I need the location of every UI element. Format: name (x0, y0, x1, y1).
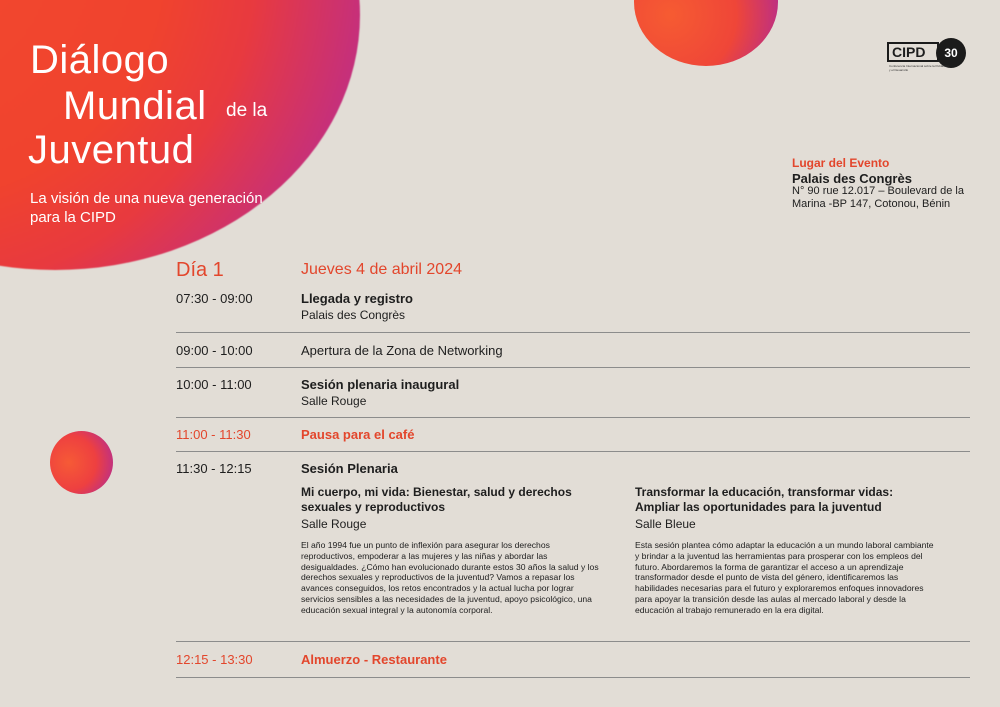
divider (176, 367, 970, 368)
row-event: Almuerzo - Restaurante (301, 652, 447, 667)
divider (176, 677, 970, 678)
row-time: 10:00 - 11:00 (176, 377, 252, 392)
venue-info (792, 157, 972, 211)
venue-name: Palais des Congrès (792, 171, 912, 186)
title-line-3: Juventud (28, 128, 195, 172)
divider (176, 332, 970, 333)
row-event: Llegada y registro (301, 291, 413, 306)
decorative-gradient-circle-top (634, 0, 778, 66)
row-time: 12:15 - 13:30 (176, 652, 253, 667)
divider (176, 451, 970, 452)
title-line-1: Diálogo (30, 38, 170, 82)
title-line-2-small: de la (226, 100, 268, 121)
session-title: Mi cuerpo, mi vida: Bienestar, salud y derechos sexuales y reproductivos (301, 485, 572, 514)
session-title: Transformar la educación, transformar vidas: Ampliar las oportunidades para la juventud (635, 485, 894, 514)
venue-address: N° 90 rue 12.017 – Boulevard de la Marina -BP 147, Cotonou, Bénin (792, 185, 964, 210)
row-event: Pausa para el café (301, 427, 415, 442)
session-location: Salle Bleue (635, 517, 696, 531)
row-location: Salle Rouge (301, 394, 367, 408)
divider (176, 417, 970, 418)
session-description: Esta sesión plantea cómo adaptar la educación a un mundo laboral cambiante y brindar a la juventud las herramientas para prosperar con los empleos del futuro. Abordaremos la forma de garantizar el acceso a un aprendizaje transformador desde el punto de vista del género, identificaremos las habilidades necesarias para el futuro y exploraremos enfoques innovadores para apoyar la transición desde las aulas al mercado laboral y desde la educación al trabajo remunerado en la era digital. (635, 540, 934, 615)
row-event: Sesión plenaria inaugural (301, 377, 460, 392)
divider (176, 641, 970, 642)
session-description: El año 1994 fue un punto de inflexión para asegurar los derechos reproductivos, empoderar a las mujeres y las niñas y abordar las desigualdades. ¿Cómo han evolucionado durante estos 30 años la salud y los derechos sexuales y reproductivos de la juventud? Vamos a repasar los avances conseguidos, los retos encontrados y la actual lucha por lograr servicios sensibles a las necesidades de la juventud, apoyo psicológico, una educación sexual integral y la autonomía corporal. (301, 540, 599, 615)
row-location: Palais des Congrès (301, 308, 406, 322)
decorative-gradient-circle-small (50, 431, 113, 494)
row-time: 11:30 - 12:15 (176, 461, 252, 476)
session-card (301, 485, 606, 616)
row-time: 09:00 - 10:00 (176, 343, 253, 358)
logo-tagline: Conferencia Internacional sobre la Población y el Desarrollo (889, 64, 949, 72)
session-location: Salle Rouge (301, 517, 367, 531)
day-label: Día 1 (176, 259, 224, 281)
row-event: Apertura de la Zona de Networking (301, 343, 503, 358)
row-event: Sesión Plenaria (301, 461, 398, 476)
title-line-2: Mundial (63, 84, 207, 128)
venue-label: Lugar del Evento (792, 156, 890, 170)
session-card (635, 485, 940, 616)
logo-text: CIPD (887, 42, 939, 62)
date-label: Jueves 4 de abril 2024 (301, 261, 462, 278)
row-time: 07:30 - 09:00 (176, 291, 253, 306)
logo-number: 30 (936, 38, 966, 68)
subtitle: La visión de una nueva generación para la CIPD (30, 190, 263, 226)
row-time: 11:00 - 11:30 (176, 427, 251, 442)
cipd30-logo (887, 38, 971, 76)
